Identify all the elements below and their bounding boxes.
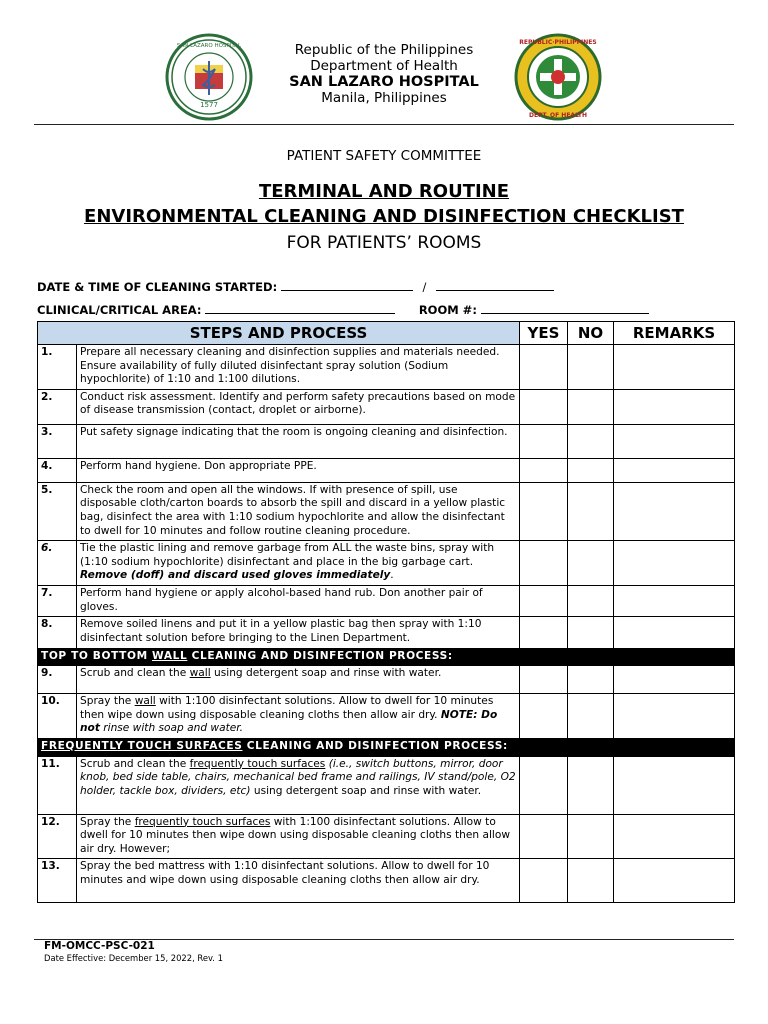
no-cell[interactable] [568, 756, 614, 814]
remarks-cell[interactable] [614, 666, 735, 694]
table-row [38, 617, 735, 648]
svg-text:1577: 1577 [200, 101, 218, 109]
date-time-field-row [37, 278, 554, 294]
step-text-segment: Prepare all necessary cleaning and disinfection supplies and materials needed. Ensure availability of fully diluted disinfectant spray solution (Sodium hypochlorite) of 1:10 and 1:100 dilutions. [80, 346, 500, 386]
step-text-segment: frequently touch surfaces [134, 815, 271, 828]
department-of-health-seal [514, 33, 602, 121]
step-text-segment: and rinse with water. [326, 667, 442, 680]
table-row [38, 586, 735, 617]
step-text-segment: wall [134, 695, 156, 708]
step-text-segment: Check the room and open all the windows. If with presence of spill, use disposable cloth/carton boards to absorb the spill and discard in a yellow plastic bag, disinfect the area with 1:10 sodium hypochlorite and allow the disinfectant to dwell for 10 minutes and follow routine cleaning procedure. [80, 483, 506, 537]
date-slash: / [422, 280, 427, 294]
step-text-segment: 1:100 disinfectant solutions [184, 695, 333, 708]
step-text-segment: 1:100 disinfectant solutions [299, 815, 447, 828]
step-number: 11. [38, 756, 77, 814]
section-header-row [38, 648, 735, 666]
section-text: TOP TO BOTTOM [41, 649, 153, 662]
yes-cell[interactable] [520, 586, 568, 617]
step-text [77, 389, 520, 424]
header-divider [34, 124, 734, 125]
remarks-cell[interactable] [614, 482, 735, 540]
step-text-segment: Perform hand hygiene or apply alcohol-based hand rub. [80, 587, 380, 600]
step-text [77, 756, 520, 814]
remarks-cell[interactable] [614, 541, 735, 586]
step-number: 12. [38, 814, 77, 859]
table-row [38, 694, 735, 739]
clinical-area-label: CLINICAL/CRITICAL AREA: [37, 303, 202, 317]
step-text-segment: Perform hand hygiene. [80, 459, 205, 472]
step-text-segment: (i.e., switch buttons, mirror, door knob, bed side table, chairs, mechanical bed frame and railings, IV stand/pole, O2 holder, tackle box, dividers, etc) [80, 757, 516, 797]
step-text-segment: and rinse with water. [366, 784, 482, 797]
step-text-segment: Conduct risk assessment. Identify and perform safety precautions based on mode of disease transmission (contact, droplet or airborne). [80, 390, 516, 417]
title-line-3: FOR PATIENTS’ ROOMS [286, 233, 482, 253]
svg-text:SAN LAZARO HOSPITAL: SAN LAZARO HOSPITAL [176, 43, 242, 49]
step-text-segment: 1:10 disinfectant solutions [234, 860, 375, 873]
no-cell[interactable] [568, 617, 614, 648]
step-text-segment: NOTE: Do not [80, 708, 498, 735]
step-text-segment: Spray the bed mattress with [80, 860, 235, 873]
section-text: FREQUENTLY TOUCH SURFACES [41, 739, 243, 752]
section-header-row [38, 738, 735, 756]
step-text-segment: using [250, 784, 286, 797]
section-header [38, 738, 735, 756]
checklist-table [37, 321, 735, 903]
step-text-segment: with [155, 695, 185, 708]
no-cell[interactable] [568, 458, 614, 482]
title-line-2: ENVIRONMENTAL CLEANING AND DISINFECTION CHECKLIST [84, 206, 684, 227]
table-header-row [38, 322, 735, 345]
step-text-segment: Spray the [80, 695, 135, 708]
step-number: 13. [38, 859, 77, 903]
title-line-1: TERMINAL AND ROUTINE [258, 181, 510, 202]
table-row [38, 389, 735, 424]
committee-name: PATIENT SAFETY COMMITTEE [286, 148, 482, 164]
section-header [38, 648, 735, 666]
no-cell[interactable] [568, 694, 614, 739]
yes-cell[interactable] [520, 617, 568, 648]
yes-cell[interactable] [520, 345, 568, 390]
remarks-cell[interactable] [614, 586, 735, 617]
yes-cell[interactable] [520, 482, 568, 540]
svg-text:DEPT. OF HEALTH: DEPT. OF HEALTH [528, 112, 588, 119]
hospital-name: SAN LAZARO HOSPITAL [289, 74, 479, 90]
table-row [38, 541, 735, 586]
no-header: NO [568, 322, 614, 345]
time-input[interactable] [436, 278, 554, 291]
area-room-field-row [37, 301, 649, 317]
step-text-segment: . Allow to dwell for 10 minutes then wipe down using disposable cleaning cloths then allow air dry. [80, 695, 494, 721]
remarks-cell[interactable] [614, 389, 735, 424]
remarks-cell[interactable] [614, 345, 735, 390]
step-text-segment: Scrub and clean the [80, 757, 190, 770]
table-row [38, 756, 735, 814]
yes-cell[interactable] [520, 541, 568, 586]
step-text [77, 586, 520, 617]
no-cell[interactable] [568, 345, 614, 390]
section-text: CLEANING AND DISINFECTION PROCESS: [242, 739, 508, 752]
table-row [38, 345, 735, 390]
no-cell[interactable] [568, 859, 614, 903]
no-cell[interactable] [568, 541, 614, 586]
step-number: 4. [38, 458, 77, 482]
room-number-input[interactable] [481, 301, 649, 314]
step-text-segment: Don another pair of gloves. [80, 587, 483, 613]
remarks-cell[interactable] [614, 424, 735, 458]
step-number: 6. [38, 541, 77, 586]
step-text-segment: detergent soap [246, 667, 327, 680]
step-number: 9. [38, 666, 77, 694]
step-text-segment: Don appropriate PPE [204, 459, 314, 472]
table-row [38, 424, 735, 458]
no-cell[interactable] [568, 666, 614, 694]
step-number: 5. [38, 482, 77, 540]
remarks-cell[interactable] [614, 814, 735, 859]
yes-cell[interactable] [520, 694, 568, 739]
location-line: Manila, Philippines [321, 90, 447, 106]
step-text-segment: However; [119, 842, 171, 855]
remarks-cell[interactable] [614, 756, 735, 814]
remarks-cell[interactable] [614, 694, 735, 739]
no-cell[interactable] [568, 482, 614, 540]
step-text [77, 617, 520, 648]
date-time-label: DATE & TIME OF CLEANING STARTED: [37, 280, 278, 294]
yes-cell[interactable] [520, 424, 568, 458]
letterhead [0, 42, 768, 106]
step-text-segment: . Allow to dwell for 10 minutes then wipe down using disposable cleaning cloths then allow air dry. [80, 815, 511, 855]
step-number: 10. [38, 694, 77, 739]
date-input[interactable] [281, 278, 413, 291]
step-number: 7. [38, 586, 77, 617]
step-text [77, 694, 520, 739]
step-text [77, 424, 520, 458]
republic-line: Republic of the Philippines [294, 42, 474, 58]
steps-header: STEPS AND PROCESS [38, 322, 520, 345]
section-text: CLEANING AND DISINFECTION PROCESS: [187, 649, 453, 662]
step-text-segment: detergent soap [285, 784, 367, 797]
no-cell[interactable] [568, 424, 614, 458]
yes-header: YES [520, 322, 568, 345]
step-number: 8. [38, 617, 77, 648]
yes-cell[interactable] [520, 859, 568, 903]
step-text-segment: . Allow to dwell for 10 minutes and wipe down using disposable cleaning cloths then allow air dry. [80, 860, 490, 886]
form-code: FM-OMCC-PSC-021 [44, 940, 155, 952]
section-text: WALL [152, 649, 188, 662]
yes-cell[interactable] [520, 389, 568, 424]
table-row [38, 814, 735, 859]
checklist-body [38, 345, 735, 903]
step-number: 3. [38, 424, 77, 458]
step-text [77, 859, 520, 903]
table-row [38, 859, 735, 903]
step-text-segment: . [313, 459, 317, 472]
remarks-header: REMARKS [614, 322, 735, 345]
clinical-area-input[interactable] [205, 301, 395, 314]
table-row [38, 482, 735, 540]
step-number: 2. [38, 389, 77, 424]
step-text-segment: with [270, 815, 300, 828]
yes-cell[interactable] [520, 458, 568, 482]
step-text-segment: . [390, 569, 394, 582]
remarks-cell[interactable] [614, 617, 735, 648]
yes-cell[interactable] [520, 666, 568, 694]
department-line: Department of Health [310, 58, 458, 74]
remarks-cell[interactable] [614, 458, 735, 482]
table-row [38, 458, 735, 482]
yes-cell[interactable] [520, 814, 568, 859]
no-cell[interactable] [568, 389, 614, 424]
table-row [38, 666, 735, 694]
step-text [77, 666, 520, 694]
step-text-segment: using [210, 667, 247, 680]
step-text-segment: frequently touch surfaces [189, 757, 326, 770]
step-text [77, 541, 520, 586]
remarks-cell[interactable] [614, 859, 735, 903]
no-cell[interactable] [568, 586, 614, 617]
step-text [77, 458, 520, 482]
room-number-label: ROOM #: [418, 303, 477, 317]
step-text [77, 345, 520, 390]
yes-cell[interactable] [520, 756, 568, 814]
step-text-segment: wall [189, 667, 211, 680]
step-text [77, 482, 520, 540]
step-text-segment: Tie the plastic lining and remove garbage from ALL the waste bins, spray with (1:10 sodium hypochlorite) disinfectant and place in the big garbage cart. [80, 542, 495, 568]
step-text-segment: Put safety signage indicating that the room is ongoing cleaning and disinfection. [80, 425, 508, 438]
step-text [77, 814, 520, 859]
step-text-segment: Remove soiled linens and put it in a yellow plastic bag then spray with 1:10 disinfectant solution before bringing to the Linen Department. [80, 618, 482, 644]
step-text-segment: Scrub and clean the [80, 667, 190, 680]
date-effective: Date Effective: December 15, 2022, Rev. 1 [44, 953, 223, 963]
no-cell[interactable] [568, 814, 614, 859]
step-text-segment: Remove (doff) and discard used gloves immediately [80, 569, 391, 582]
step-text-segment: rinse with soap and water. [103, 722, 243, 735]
step-number: 1. [38, 345, 77, 390]
step-text-segment: Spray the [80, 815, 135, 828]
svg-text:REPUBLIC·PHILIPPINES: REPUBLIC·PHILIPPINES [519, 39, 597, 46]
